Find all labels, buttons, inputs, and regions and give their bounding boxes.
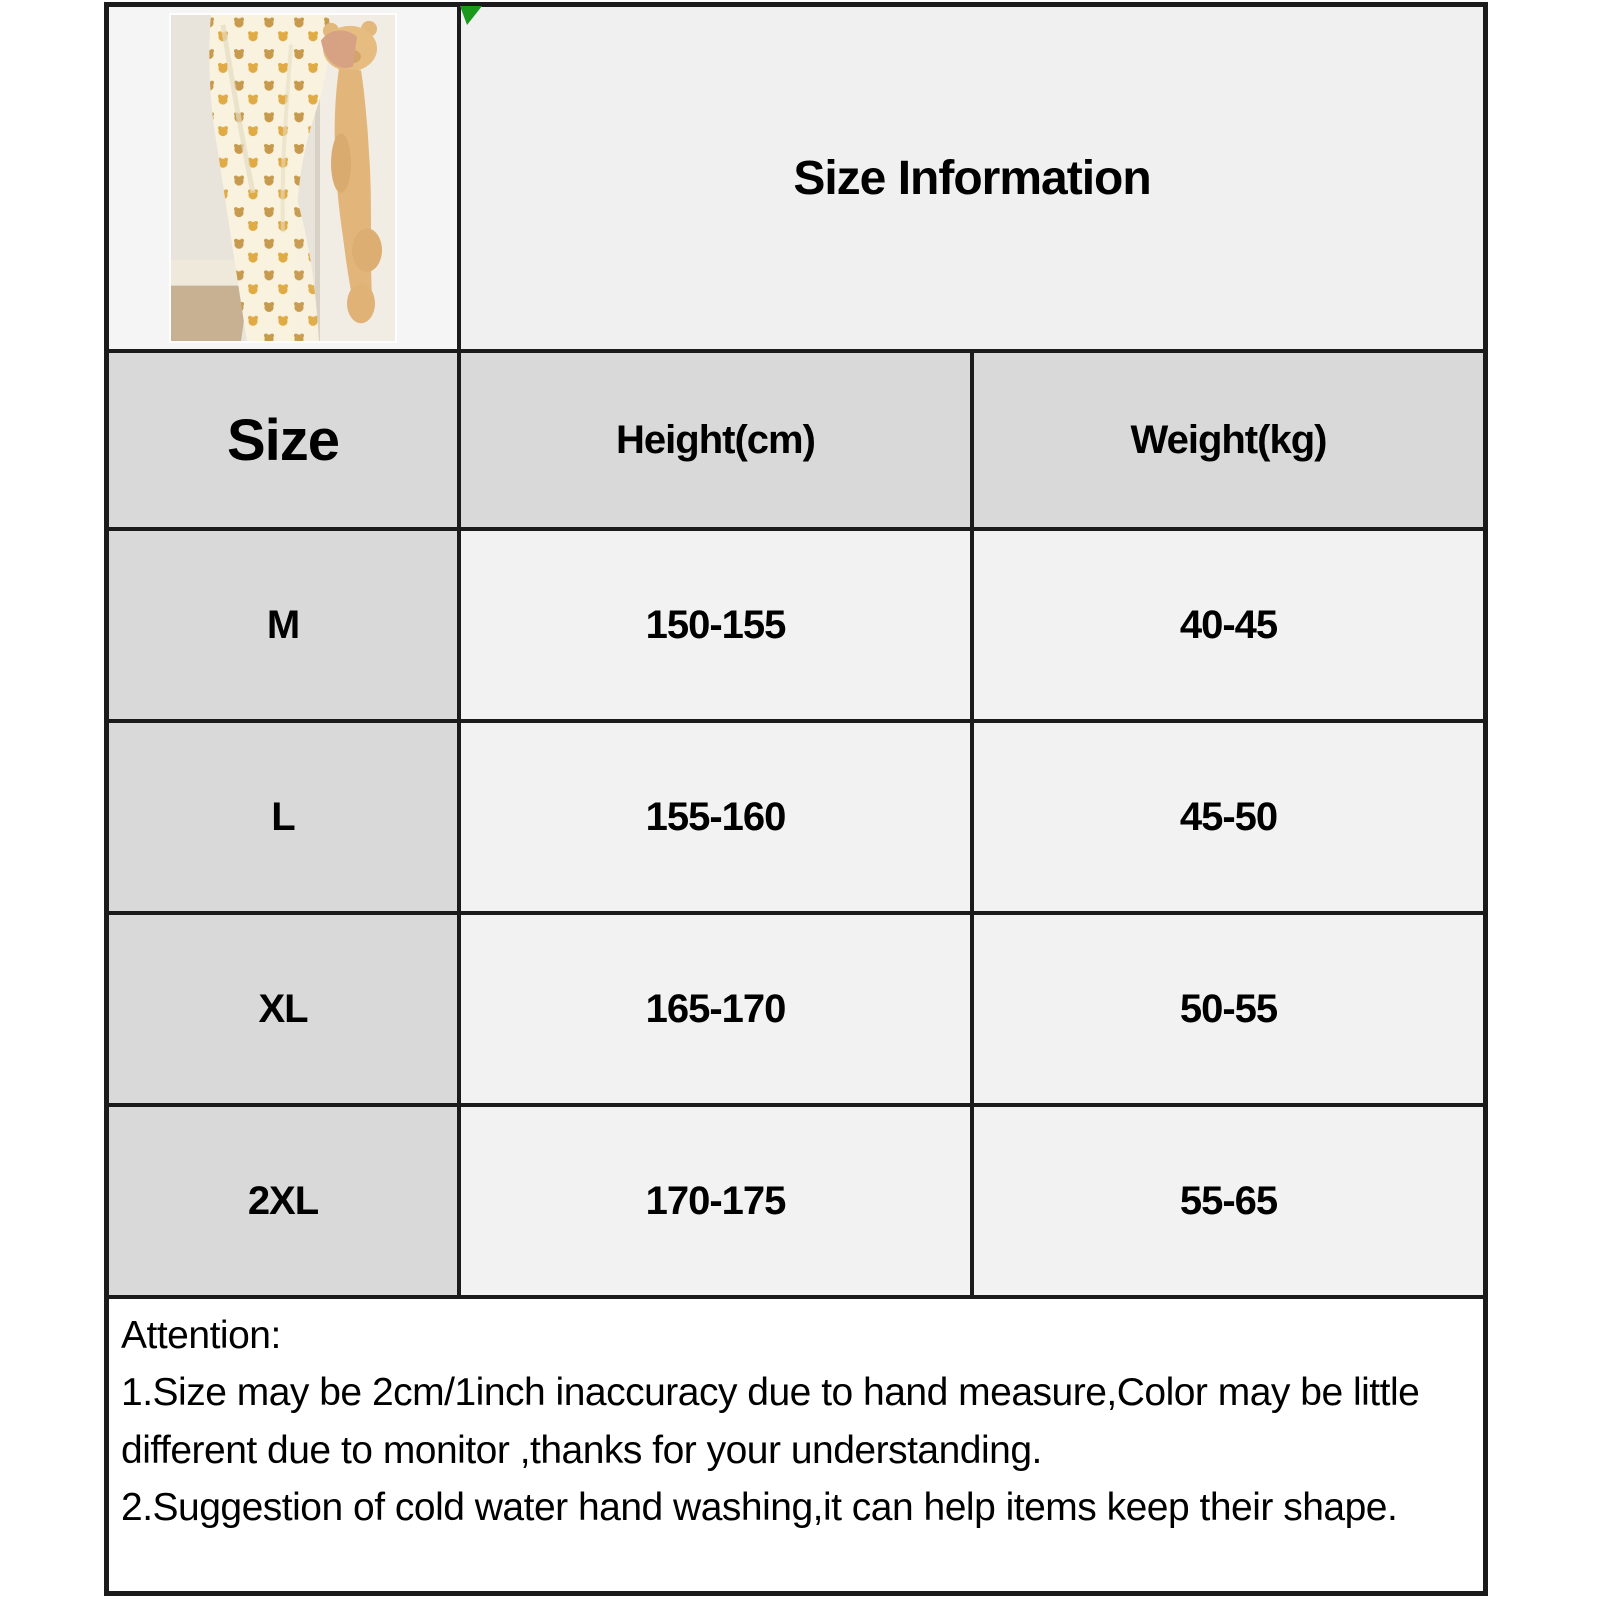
product-photo [169,13,397,343]
size-label-m: M [109,531,461,723]
size-label-2xl: 2XL [109,1107,461,1299]
attention-title: Attention: [121,1314,281,1357]
column-header-size: Size [109,353,461,531]
size-information-header [461,7,1483,353]
height-value-m: 150-155 [461,531,974,723]
weight-value-m: 40-45 [974,531,1483,723]
weight-value-2xl: 55-65 [974,1107,1483,1299]
attention-section [109,1299,1483,1591]
height-value-xl: 165-170 [461,915,974,1107]
size-label-xl: XL [109,915,461,1107]
height-value-l: 155-160 [461,723,974,915]
photo-floor [171,286,249,341]
size-information-title: Size Information [793,151,1151,205]
attention-note-2: 2.Suggestion of cold water hand washing,it can help items keep their shape. [121,1485,1398,1529]
cell-marker-triangle [460,6,482,25]
height-value-2xl: 170-175 [461,1107,974,1299]
weight-value-l: 45-50 [974,723,1483,915]
product-photo-illustration [171,15,395,341]
column-header-weight: Weight(kg) [974,353,1483,531]
column-header-height: Height(cm) [461,353,974,531]
attention-note-1: 1.Size may be 2cm/1inch inaccuracy due to hand measure,Color may be little different due to monitor ,thanks for your understanding. [121,1371,1420,1472]
product-photo-cell [109,7,461,353]
weight-value-xl: 50-55 [974,915,1483,1107]
size-label-l: L [109,723,461,915]
size-chart-table [104,2,1488,1596]
